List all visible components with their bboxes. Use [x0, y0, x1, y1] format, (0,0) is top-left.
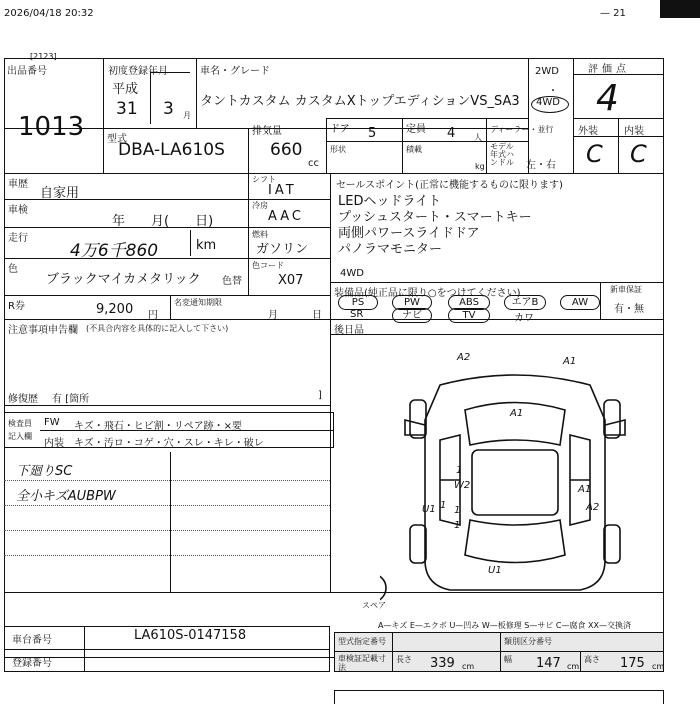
car-body-diagram [380, 350, 650, 610]
name-change-day: 日 [312, 310, 322, 321]
sheet-code: [2123] [30, 52, 57, 61]
handwritten-note-1: 下廻りSC [16, 464, 73, 479]
dims-label: 車検証記載寸法 [338, 654, 386, 672]
equip-abs: ABS [448, 295, 490, 310]
model-cert-label1: 型式指定番号 [338, 637, 386, 646]
dims-length-unit: cm [462, 662, 475, 671]
equip-tv: TV [448, 308, 490, 323]
repair-value: 有 [箇所 [52, 394, 90, 405]
recycle-unit: 円 [148, 310, 158, 321]
mark-a2-right: A2 [586, 502, 600, 513]
new-warranty-label: 新車保証 [610, 285, 642, 294]
color-value: ブラックマイカメタリック [46, 272, 201, 287]
load-label: 積載 [406, 145, 422, 154]
spare-label: スペア [362, 601, 386, 610]
handwritten-note-2: 全小キズAUBPW [16, 489, 116, 504]
exterior-value: C [586, 140, 603, 168]
exterior-label: 外装 [578, 126, 598, 137]
dims-height: 175 [620, 656, 645, 671]
timestamp: 2026/04/18 20:32 [4, 8, 94, 19]
aircon-value: AAC [268, 209, 304, 224]
name-change-month: 月 [268, 310, 278, 321]
equip-navi: ナビ [392, 308, 432, 323]
mileage-label: 走行 [8, 233, 28, 244]
dims-height-label: 高さ [584, 655, 600, 664]
mark-w2-roof: W2 [454, 480, 471, 491]
equip-aw: AW [560, 295, 600, 310]
capacity-unit: 人 [474, 133, 482, 142]
capacity-value: 4 [447, 126, 456, 141]
mark-u1-rear: U1 [488, 565, 502, 576]
inspection-label: 車検 [8, 205, 28, 216]
sales-item-2: プッシュスタート・スマートキー [338, 210, 532, 225]
aircon-label: 冷房 [252, 201, 268, 210]
recycle-label: R券 [8, 301, 25, 312]
repair-label: 修復歴 [8, 394, 38, 405]
inspector-label2: 記入欄 [8, 432, 32, 441]
model-value: DBA-LA610S [118, 140, 225, 160]
dims-length: 339 [430, 656, 455, 671]
grade-value: 4 [596, 78, 619, 119]
notes-sub: (不具合内容を具体的に記入して下さい) [86, 324, 229, 333]
equip-sr: SR [350, 309, 364, 320]
fuel-value: ガソリン [256, 242, 309, 257]
handle-value: 左・右 [526, 160, 556, 171]
displacement-unit: cc [308, 158, 319, 169]
doors-label: ドア [330, 124, 350, 135]
repair-close: ] [318, 390, 322, 401]
equipment-label: 装備品(純正品に限り○をつけてください) [334, 288, 521, 299]
chassis-label: 車台番号 [12, 635, 52, 646]
color-code-label: 色コード [252, 261, 284, 270]
mark-1-b: 1 [454, 505, 461, 516]
shift-label: シフト [252, 175, 276, 184]
color-label: 色 [8, 264, 18, 275]
dims-width-label: 幅 [504, 655, 512, 664]
mark-a1-hood: A1 [510, 408, 524, 419]
interior-value: C [630, 140, 647, 168]
rear-seat-label: 後日品 [334, 325, 364, 336]
inspector-row2: キズ・汚ロ・コゲ・穴・スレ・キレ・破レ [74, 438, 264, 449]
dims-height-unit: cm [652, 662, 665, 671]
color-change-label: 色替 [222, 276, 242, 287]
lot-number: 1013 [18, 112, 85, 142]
sales-item-5: 4WD [340, 268, 364, 279]
shape-label: 形状 [330, 145, 346, 154]
name-change-label: 名変通知期限 [174, 298, 222, 307]
fuel-label: 燃料 [252, 230, 268, 239]
notes-label: 注意事項申告欄 [8, 325, 78, 336]
displacement-label: 排気量 [252, 126, 282, 137]
new-warranty-value: 有・無 [614, 304, 644, 315]
first-reg-era: 平成 [112, 82, 139, 97]
first-reg-month-unit: 月 [183, 111, 191, 120]
color-code-value: X07 [278, 273, 304, 288]
displacement-value: 660 [270, 140, 303, 160]
mark-a2-top: A2 [457, 352, 471, 363]
sales-item-4: パノラマモニター [338, 242, 443, 257]
damage-legend: A—キズ E—エクボ U—凹み W—板修理 S—サビ C—腐食 XX—交換済 [378, 621, 632, 630]
car-name-value: タントカスタム カスタムXトップエディションVS_SA3 [200, 94, 520, 109]
dealer-label: ディーラー・並行 [490, 125, 554, 134]
bottom-partial-box [334, 690, 664, 704]
inspector-label1: 検査員 [8, 419, 32, 428]
first-reg-month: 3 [163, 99, 174, 119]
mark-u1-left: U1 [422, 504, 436, 515]
equip-ps: PS [338, 295, 378, 310]
sales-item-3: 両側パワースライドドア [338, 226, 480, 241]
mark-a1-top: A1 [563, 356, 577, 367]
mark-a1-right: A1 [578, 484, 592, 495]
recycle-value: 9,200 [96, 302, 134, 317]
equip-pw: PW [392, 295, 432, 310]
equip-airbag: エアB [504, 295, 546, 310]
sales-label: セールスポイント(正常に機能するものに限ります) [336, 180, 563, 191]
model-cert-label2: 類別区分番号 [504, 637, 552, 646]
mileage-unit: km [196, 238, 217, 253]
dims-width-unit: cm [567, 662, 580, 671]
sales-item-1: LEDヘッドライト [338, 194, 442, 209]
lot-label: 出品番号 [7, 66, 47, 77]
handle-label: モデル年式ハンドル [490, 142, 514, 167]
dims-width: 147 [536, 656, 561, 671]
chassis-value: LA610S-0147158 [134, 628, 247, 643]
shift-value: IAT [268, 183, 297, 198]
drive-2wd: 2WD [535, 66, 559, 77]
inspector-row1-head: FW [44, 417, 60, 428]
first-reg-year: 31 [116, 99, 138, 119]
mark-1-d: 1 [440, 500, 447, 511]
inspection-value: 年 月( 日) [112, 214, 214, 229]
car-name-label: 車名・グレード [200, 66, 270, 77]
equip-leather: カワ [514, 313, 534, 324]
capacity-label: 定員 [406, 124, 426, 135]
mark-1-a: 1 [456, 465, 463, 476]
grade-label: 評価点 [588, 64, 630, 75]
load-unit: kg [475, 162, 485, 171]
drive-4wd: 4WD [536, 97, 560, 108]
corner-black-mark [660, 0, 700, 18]
first-reg-label: 初度登録年月 [108, 66, 168, 77]
mark-1-c: 1 [454, 520, 461, 531]
inspector-row2-head: 内装 [44, 438, 64, 449]
header-fragment: — 21 [600, 8, 626, 19]
usage-value: 自家用 [40, 186, 80, 201]
doors-value: 5 [368, 126, 377, 141]
registration-label: 登録番号 [12, 658, 52, 669]
inspector-row1: キズ・飛石・ヒビ割・リペア跡・×要 [74, 421, 242, 432]
mileage-value: 4万6千860 [70, 241, 159, 261]
interior-label: 内装 [624, 126, 644, 137]
model-label: 型式 [107, 134, 127, 145]
dims-length-label: 長さ [396, 655, 412, 664]
usage-label: 車歴 [8, 179, 28, 190]
